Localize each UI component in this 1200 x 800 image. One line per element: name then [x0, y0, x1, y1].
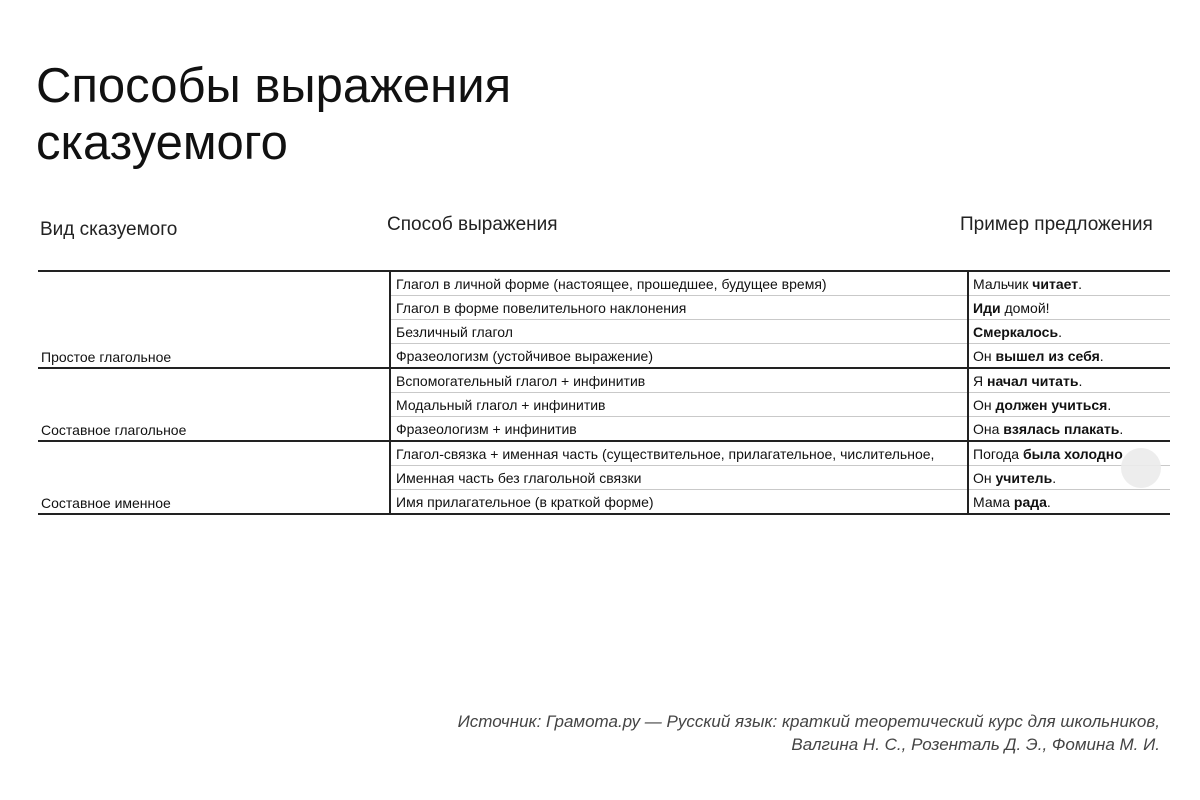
example-cell: [968, 296, 1170, 320]
example-cell: [968, 368, 1170, 393]
page-title-line-1: Способы выражения: [36, 59, 512, 113]
example-predicate: вышел из себя: [995, 347, 1100, 364]
example-cell: [968, 393, 1170, 417]
example-cell: [968, 490, 1170, 515]
example-cell: [968, 320, 1170, 344]
example-predicate: Смеркалось: [973, 323, 1059, 340]
example-cell: [968, 417, 1170, 442]
example-text: .: [1107, 396, 1112, 413]
expression-cell: Безличный глагол: [390, 320, 968, 344]
example-text: .: [1099, 347, 1104, 364]
expression-cell: Глагол в личной форме (настоящее, прошедшее, будущее время): [390, 271, 968, 296]
expression-cell: Вспомогательный глагол + инфинитив: [390, 368, 968, 393]
column-header-type: Вид сказуемого: [40, 219, 178, 240]
example-text: Она: [973, 420, 1004, 437]
example-predicate: взялась плакать: [1003, 420, 1120, 437]
source-citation: [400, 710, 1160, 756]
predicate-kind-cell: Простое глагольное: [38, 271, 390, 368]
example-text: Я: [973, 372, 987, 389]
example-predicate: начал читать: [987, 372, 1079, 389]
table-row: [38, 271, 1170, 296]
example-predicate: должен учиться: [995, 396, 1108, 413]
example-predicate: рада: [1013, 493, 1047, 510]
example-text: Мальчик: [973, 275, 1033, 292]
page-title: [36, 58, 736, 172]
predicate-kind-cell: Составное именное: [38, 441, 390, 514]
example-text: .: [1058, 323, 1062, 340]
example-text: Мама: [973, 493, 1014, 510]
column-header-way: Способ выражения: [387, 214, 558, 235]
example-text: .: [1046, 493, 1051, 510]
example-text: .: [1078, 372, 1083, 389]
example-predicate: была холодно: [1022, 445, 1123, 462]
expression-cell: Именная часть без глагольной связки: [390, 466, 968, 490]
overlay-dot: [1121, 448, 1161, 488]
source-line-2: Валгина Н. С., Розенталь Д. Э., Фомина М. И.: [791, 735, 1160, 754]
table-row: [38, 441, 1170, 466]
example-text: .: [1119, 420, 1124, 437]
example-cell: [968, 271, 1170, 296]
example-text: домой!: [1000, 299, 1050, 316]
expression-cell: Фразеологизм (устойчивое выражение): [390, 344, 968, 369]
expression-cell: Глагол в форме повелительного наклонения: [390, 296, 968, 320]
example-predicate: читает: [1032, 275, 1079, 292]
expression-cell: Модальный глагол + инфинитив: [390, 393, 968, 417]
example-text: Он: [973, 469, 996, 486]
example-text: Погода: [973, 445, 1023, 462]
example-predicate: учитель: [995, 469, 1053, 486]
example-text: .: [1052, 469, 1057, 486]
table-row: [38, 368, 1170, 393]
expression-cell: Имя прилагательное (в краткой форме): [390, 490, 968, 515]
example-cell: [968, 344, 1170, 369]
column-header-example: Пример предложения: [960, 214, 1153, 235]
example-predicate: Иди: [973, 299, 1001, 316]
predicate-kind-cell: Составное глагольное: [38, 368, 390, 441]
example-text: Он: [973, 347, 996, 364]
page-title-line-2: сказуемого: [36, 116, 288, 170]
predicate-table: [38, 270, 1170, 515]
source-line-1: Источник: Грамота.ру — Русский язык: краткий теоретический курс для школьников,: [457, 712, 1160, 731]
example-text: Он: [973, 396, 996, 413]
expression-cell: Глагол-связка + именная часть (существительное, прилагательное, числительное,: [390, 441, 968, 466]
expression-cell: Фразеологизм + инфинитив: [390, 417, 968, 442]
example-text: .: [1078, 275, 1082, 292]
